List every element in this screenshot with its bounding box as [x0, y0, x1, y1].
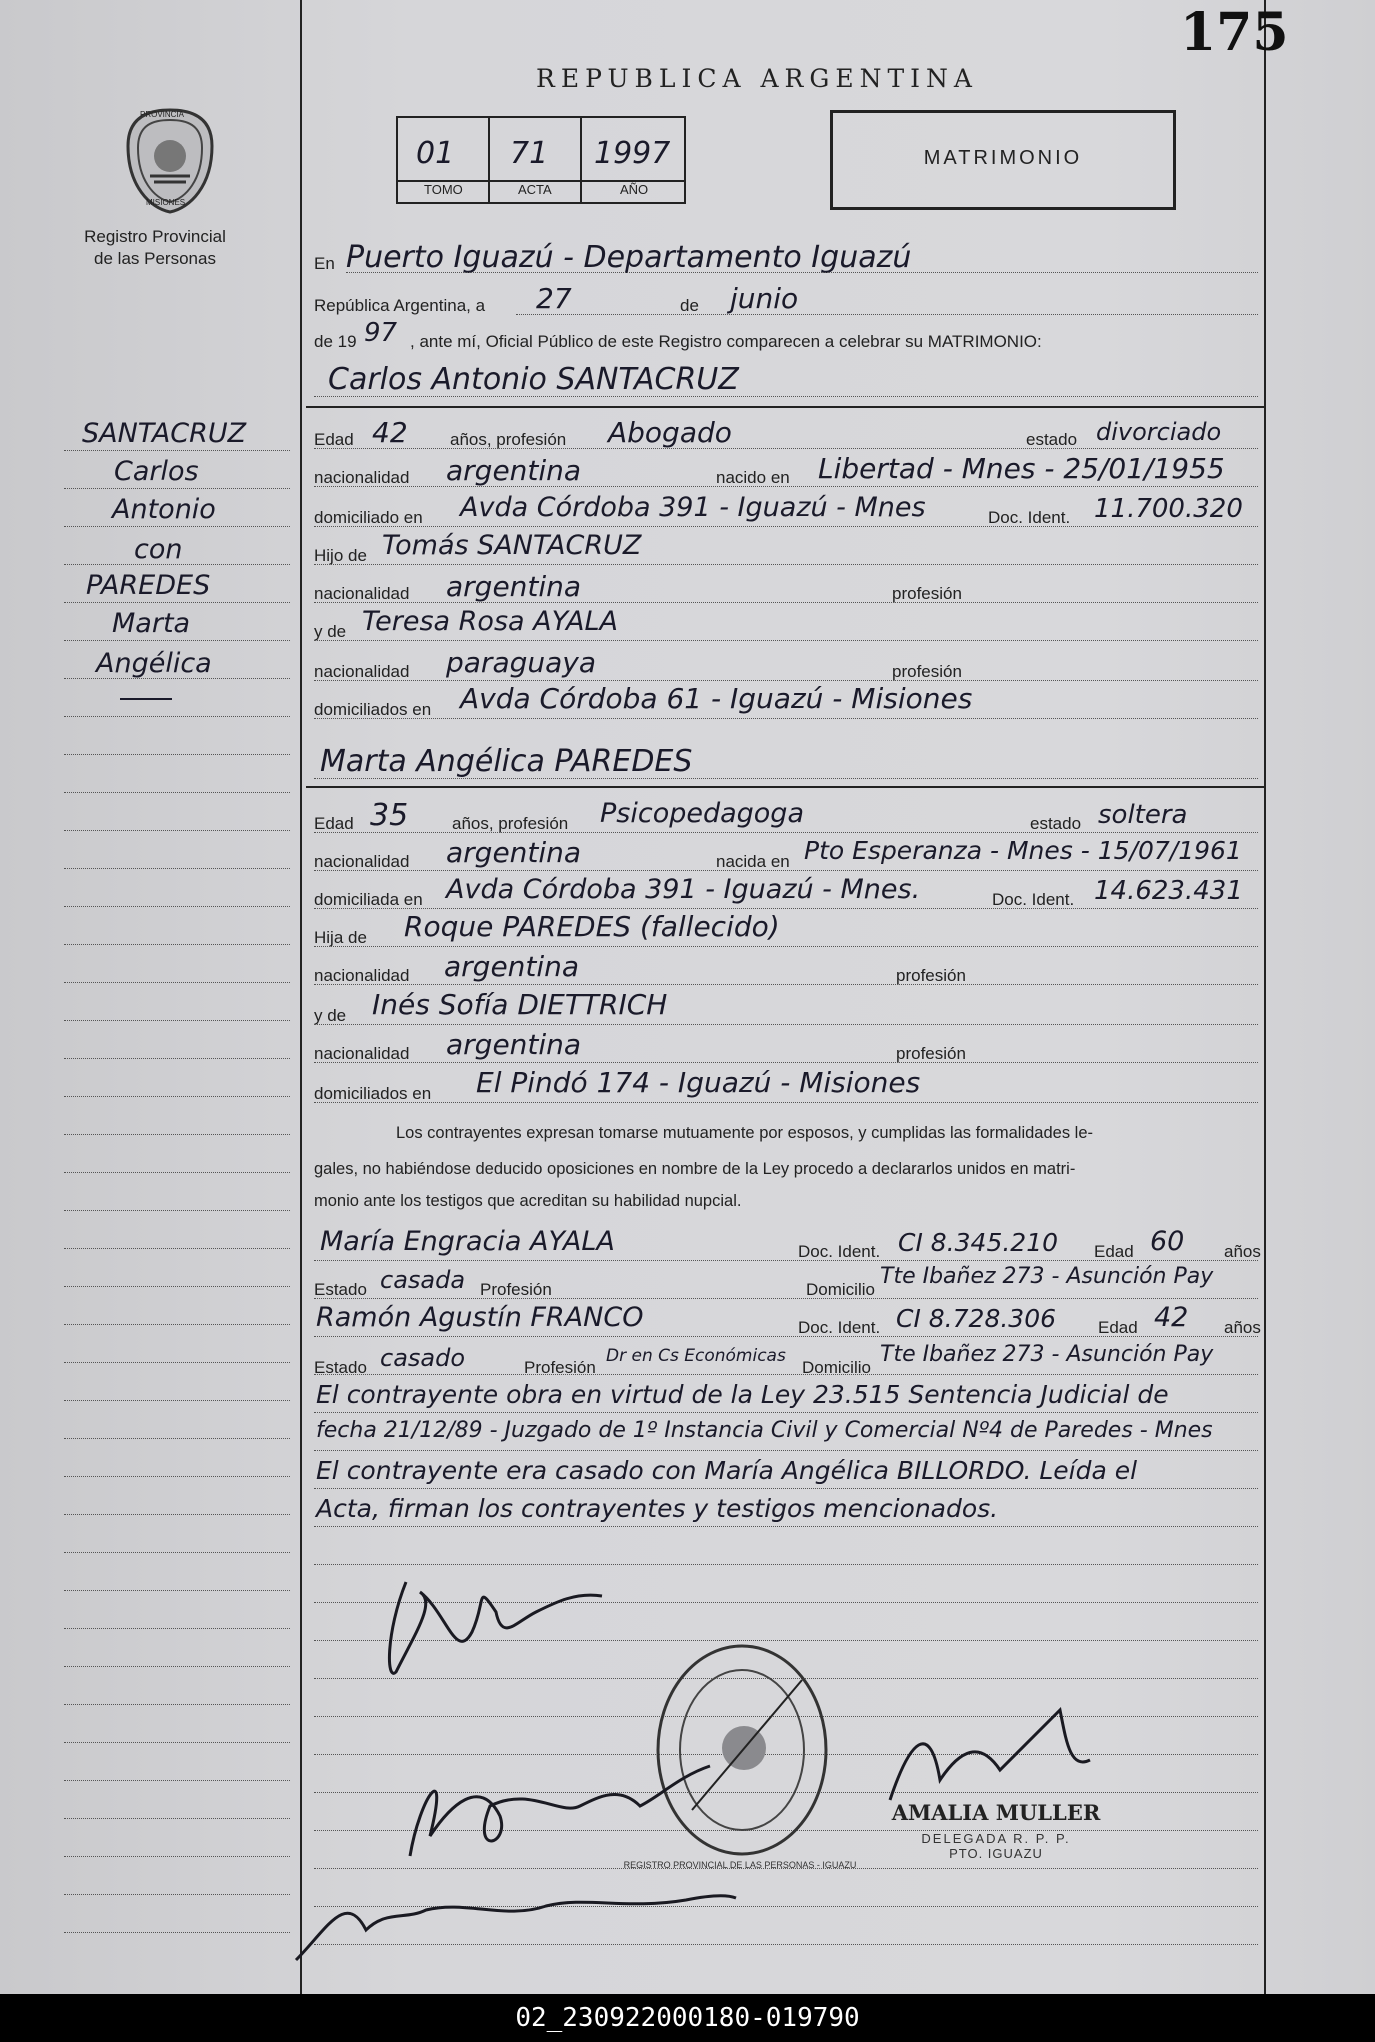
margin-rule	[64, 678, 290, 679]
declaration-line: Los contrayentes expresan tomarse mutuamente por esposos, y cumplidas las formalidades le-	[396, 1124, 1094, 1142]
declaration-line: monio ante los testigos que acreditan su habilidad nupcial.	[314, 1192, 742, 1210]
bride-nacionalidad: argentina	[446, 836, 582, 869]
seal-top-text: PROVINCIA	[140, 110, 185, 119]
witness2-doc-label: Doc. Ident.	[798, 1318, 881, 1337]
groom-profesion: Abogado	[608, 416, 732, 449]
margin-rule	[64, 1172, 290, 1173]
official-role: DELEGADA R. P. P.	[921, 1831, 1071, 1846]
intro-de-label: de	[680, 296, 699, 315]
bride-estado: soltera	[1098, 800, 1188, 830]
margin-rule	[64, 1552, 290, 1553]
column-divider	[300, 0, 302, 1994]
official-place: PTO. IGUAZU	[949, 1846, 1043, 1861]
margin-rule	[64, 1020, 290, 1021]
body-rule	[314, 1564, 1258, 1565]
witness1-name: María Engracia AYALA	[320, 1226, 615, 1257]
groom-padres-dom-label: domiciliados en	[314, 700, 432, 719]
en-label: En	[314, 254, 335, 273]
bride-padres-dom-label: domiciliados en	[314, 1084, 432, 1103]
country-title: REPUBLICA ARGENTINA	[536, 64, 978, 93]
body-rule	[314, 1488, 1258, 1489]
groom-padres-dom: Avda Córdoba 61 - Iguazú - Misiones	[460, 682, 973, 715]
tomo-label: TOMO	[424, 182, 463, 197]
groom-padre-nac-label: nacionalidad	[314, 584, 410, 603]
margin-rule	[64, 1096, 290, 1097]
margin-rule	[64, 1628, 290, 1629]
margin-rule	[64, 982, 290, 983]
margin-note-line: PAREDES	[86, 570, 211, 601]
margin-rule	[64, 754, 290, 755]
groom-madre: Teresa Rosa AYALA	[362, 606, 618, 637]
intro-place: Puerto Iguazú - Departamento Iguazú	[346, 240, 912, 275]
bride-yde-label: y de	[314, 1006, 347, 1025]
margin-rule	[64, 1780, 290, 1781]
groom-madre-nac: paraguaya	[446, 646, 597, 679]
margin-rule	[64, 1438, 290, 1439]
groom-signature-icon	[376, 1572, 616, 1702]
witness1-edad: 60	[1150, 1226, 1185, 1257]
observation-line: Acta, firman los contrayentes y testigos mencionados.	[316, 1494, 999, 1523]
intro-day: 27	[536, 282, 572, 315]
margin-rule	[64, 640, 290, 641]
bride-padre-prof-label: profesión	[896, 966, 966, 985]
witness2-edad: 42	[1154, 1302, 1189, 1333]
groom-madre-nac-label: nacionalidad	[314, 662, 410, 681]
margin-rule	[64, 1286, 290, 1287]
scan-id-footer: 02_230922000180-019790	[0, 1994, 1375, 2042]
ano-label: AÑO	[620, 182, 649, 197]
witness1-prof-label: Profesión	[480, 1280, 552, 1299]
bride-profesion: Psicopedagoga	[600, 798, 804, 829]
acta-value: 71	[510, 136, 549, 171]
body-rule	[314, 1450, 1258, 1451]
groom-nacido: Libertad - Mnes - 25/01/1955	[818, 452, 1225, 485]
intro-text: , ante mí, Oficial Público de este Registro comparecen a celebrar su MATRIMONIO:	[410, 332, 1042, 351]
body-rule	[314, 1526, 1258, 1527]
intro-month: junio	[730, 282, 799, 315]
ano-value: 1997	[594, 136, 671, 171]
groom-doc: 11.700.320	[1094, 494, 1243, 524]
witness1-doc: CI 8.345.210	[898, 1228, 1059, 1257]
bride-madre-prof-label: profesión	[896, 1044, 966, 1063]
groom-doc-label: Doc. Ident.	[988, 508, 1071, 527]
margin-rule	[64, 868, 290, 869]
groom-profesion-label: años, profesión	[450, 430, 567, 449]
bride-madre-nac: argentina	[446, 1028, 582, 1061]
margin-rule	[64, 1400, 290, 1401]
bride-profesion-label: años, profesión	[452, 814, 569, 833]
margin-rule	[64, 488, 290, 489]
margin-rule	[64, 716, 290, 717]
witness1-dom-label: Domicilio	[806, 1280, 875, 1299]
bride-doc: 14.623.431	[1094, 876, 1243, 906]
margin-rule	[64, 602, 290, 603]
round-stamp-text: REGISTRO PROVINCIAL DE LAS PERSONAS - IGUAZU	[623, 1860, 857, 1870]
witness2-edad-label: Edad	[1098, 1318, 1138, 1337]
matrimonio-box	[830, 110, 1176, 210]
margin-rule	[64, 1666, 290, 1667]
margin-note-line: Angélica	[96, 648, 212, 679]
witness2-anos-label: años	[1224, 1318, 1261, 1337]
official-stamp	[886, 1800, 1106, 1861]
witness2-profesion: Dr en Cs Económicas	[606, 1346, 786, 1366]
groom-estado: divorciado	[1096, 418, 1222, 446]
bride-name: Marta Angélica PAREDES	[320, 744, 693, 779]
witness1-anos-label: años	[1224, 1242, 1261, 1261]
margin-rule	[64, 906, 290, 907]
bride-edad: 35	[370, 798, 409, 833]
bride-nacida: Pto Esperanza - Mnes - 15/07/1961	[804, 836, 1242, 865]
bride-nacida-label: nacida en	[716, 852, 790, 871]
margin-underline	[120, 698, 172, 700]
witness2-estado-label: Estado	[314, 1358, 367, 1377]
tomo-acta-ano-box	[396, 116, 686, 204]
body-rule	[314, 1412, 1258, 1413]
witness1-estado-label: Estado	[314, 1280, 367, 1299]
margin-rule	[64, 1362, 290, 1363]
declaration-line: gales, no habiéndose deducido oposiciones en nombre de la Ley procedo a declararlos unidos en matri-	[314, 1160, 1076, 1178]
groom-name: Carlos Antonio SANTACRUZ	[328, 362, 739, 397]
witness-signature-icon	[286, 1870, 746, 1970]
margin-rule	[64, 1476, 290, 1477]
groom-hijo-label: Hijo de	[314, 546, 367, 565]
groom-dom-label: domiciliado en	[314, 508, 423, 527]
groom-padre: Tomás SANTACRUZ	[382, 530, 642, 561]
bride-padre: Roque PAREDES (fallecido)	[404, 910, 780, 943]
year-prefix: de 19	[314, 332, 357, 351]
official-name: AMALIA MULLER	[891, 1800, 1101, 1825]
bride-doc-label: Doc. Ident.	[992, 890, 1075, 909]
groom-padre-nac: argentina	[446, 570, 582, 603]
margin-rule	[64, 526, 290, 527]
margin-note-line: Antonio	[112, 494, 216, 525]
margin-note-line: con	[134, 534, 183, 565]
margin-rule	[64, 1856, 290, 1857]
margin-rule	[64, 1742, 290, 1743]
margin-rule	[64, 1932, 290, 1933]
witness2-domicilio: Tte Ibañez 273 - Asunción Pay	[880, 1342, 1214, 1367]
groom-nacionalidad: argentina	[446, 454, 582, 487]
witness2-doc: CI 8.728.306	[896, 1304, 1057, 1333]
groom-estado-label: estado	[1026, 430, 1078, 449]
bride-edad-label: Edad	[314, 814, 354, 833]
bride-domicilio: Avda Córdoba 391 - Iguazú - Mnes.	[446, 874, 921, 905]
margin-note-line: SANTACRUZ	[82, 418, 247, 449]
groom-nacido-label: nacido en	[716, 468, 790, 487]
witness2-prof-label: Profesión	[524, 1358, 596, 1377]
margin-note-line: Marta	[112, 608, 191, 639]
observation-line: El contrayente era casado con María Angélica BILLORDO. Leída el	[316, 1456, 1138, 1485]
registry-name: Registro Provincial de las Personas	[84, 227, 226, 268]
doc-type: MATRIMONIO	[923, 147, 1083, 169]
groom-domicilio: Avda Córdoba 391 - Iguazú - Mnes	[460, 492, 926, 523]
margin-rule	[64, 1704, 290, 1705]
bride-estado-label: estado	[1030, 814, 1082, 833]
margin-rule	[64, 830, 290, 831]
bride-hija-label: Hija de	[314, 928, 367, 947]
tomo-value: 01	[416, 136, 455, 171]
groom-edad-label: Edad	[314, 430, 354, 449]
margin-rule	[64, 1248, 290, 1249]
margin-note-line: Carlos	[114, 456, 199, 487]
margin-rule	[64, 1134, 290, 1135]
margin-rule	[64, 1058, 290, 1059]
groom-padre-prof-label: profesión	[892, 584, 962, 603]
witness1-edad-label: Edad	[1094, 1242, 1134, 1261]
observation-line: fecha 21/12/89 - Juzgado de 1º Instancia Civil y Comercial Nº4 de Paredes - Mnes	[316, 1418, 1213, 1443]
margin-rule	[64, 1514, 290, 1515]
witness1-estado: casada	[380, 1266, 466, 1294]
margin-rule	[64, 1324, 290, 1325]
margin-rule	[64, 450, 290, 451]
witness1-domicilio: Tte Ibañez 273 - Asunción Pay	[880, 1264, 1214, 1289]
republica-label: República Argentina, a	[314, 296, 486, 315]
margin-rule	[64, 1210, 290, 1211]
bride-nac-label: nacionalidad	[314, 852, 410, 871]
right-border	[1264, 0, 1266, 1994]
observation-line: El contrayente obra en virtud de la Ley 23.515 Sentencia Judicial de	[316, 1380, 1169, 1409]
margin-rule	[64, 1894, 290, 1895]
bride-padre-nac: argentina	[444, 950, 580, 983]
groom-nac-label: nacionalidad	[314, 468, 410, 487]
witness2-name: Ramón Agustín FRANCO	[316, 1302, 644, 1333]
acta-label: ACTA	[518, 182, 552, 197]
margin-rule	[64, 564, 290, 565]
bride-madre: Inés Sofía DIETTRICH	[372, 988, 668, 1021]
witness2-dom-label: Domicilio	[802, 1358, 871, 1377]
groom-madre-prof-label: profesión	[892, 662, 962, 681]
bride-dom-label: domiciliada en	[314, 890, 423, 909]
margin-rule	[64, 792, 290, 793]
page-number: 175	[1180, 2, 1289, 63]
margin-rule	[64, 1818, 290, 1819]
margin-rule	[64, 944, 290, 945]
seal-bottom-text: MISIONES	[146, 198, 186, 207]
groom-yde-label: y de	[314, 622, 347, 641]
margin-rule	[64, 1590, 290, 1591]
bride-padres-dom: El Pindó 174 - Iguazú - Misiones	[476, 1066, 921, 1099]
bride-madre-nac-label: nacionalidad	[314, 1044, 410, 1063]
year-suffix: 97	[364, 318, 398, 348]
witness1-doc-label: Doc. Ident.	[798, 1242, 881, 1261]
groom-edad: 42	[372, 416, 408, 449]
witness2-estado: casado	[380, 1344, 466, 1372]
bride-padre-nac-label: nacionalidad	[314, 966, 410, 985]
